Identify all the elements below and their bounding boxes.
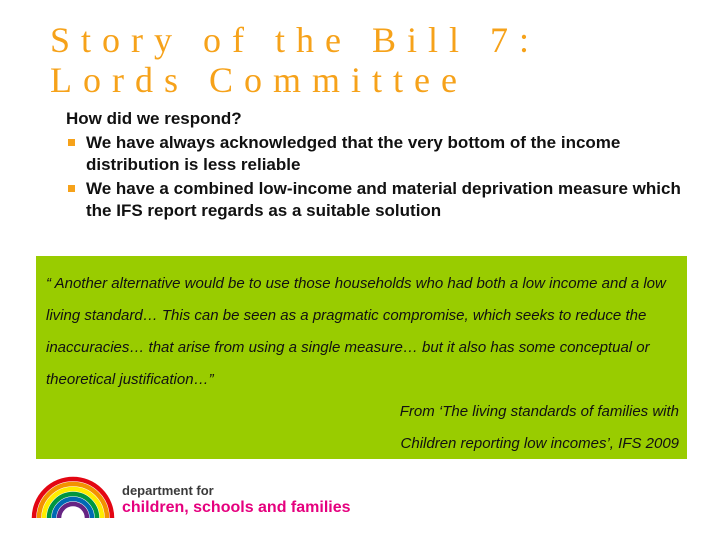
bullet-text: We have always acknowledged that the very bottom of the income distribution is less reliable xyxy=(86,133,621,174)
bullet-text: We have a combined low-income and material deprivation measure which the IFS report regards as a suitable solution xyxy=(86,179,681,220)
slide-title-line-1: Story of the Bill 7: xyxy=(50,20,540,60)
quote-box xyxy=(36,256,687,459)
bullet-list xyxy=(66,132,706,222)
logo-text-department: department for xyxy=(122,483,214,498)
bullet-item xyxy=(66,178,706,222)
logo-text-children-schools-families: children, schools and families xyxy=(122,499,351,516)
square-bullet-icon xyxy=(68,185,75,192)
quote-citation-line-2: Children reporting low incomes’, IFS 2009 xyxy=(400,435,679,452)
rainbow-logo-icon xyxy=(28,474,118,522)
slide-title-line-2: Lords Committee xyxy=(50,60,468,100)
slide-body xyxy=(66,108,706,224)
slide-title xyxy=(50,20,540,100)
question-heading: How did we respond? xyxy=(66,109,242,128)
dcsf-logo xyxy=(28,474,368,522)
quote-text: “ Another alternative would be to use those households who had both a low income and a low living standard… This can be seen as a pragmatic compromise, which seeks to reduce the inaccuracies… that arise from using a single measure… but it also has some conceptual or theoretical justification…” xyxy=(46,275,666,388)
bullet-item xyxy=(66,132,706,176)
square-bullet-icon xyxy=(68,139,75,146)
quote-citation-line-1: From ‘The living standards of families with xyxy=(399,403,679,420)
